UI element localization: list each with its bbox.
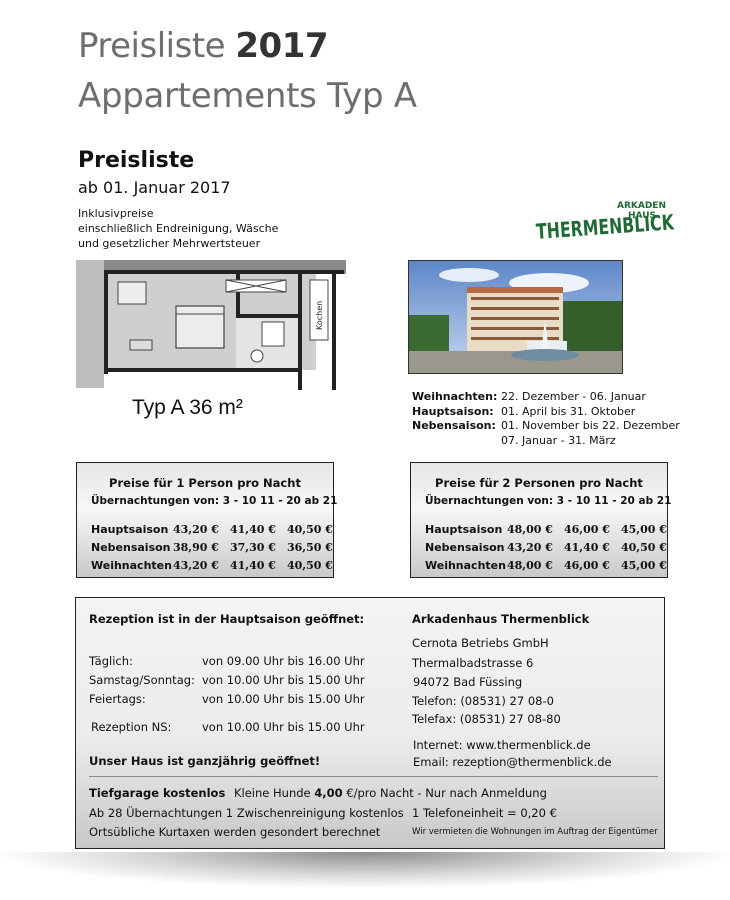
contact-name: Arkadenhaus Thermenblick [412, 612, 590, 626]
price-value: 41,40 € [230, 523, 276, 536]
logo-brand: THERMENBLICK [535, 207, 682, 244]
season-dates: 01. April bis 31. Oktober [501, 404, 636, 418]
garage-note: Tiefgarage kostenlos [89, 786, 226, 800]
price-value: 45,00 € [621, 523, 667, 536]
price-row-label: Nebensaison [91, 541, 171, 554]
season-row [412, 405, 680, 420]
season-dates: 07. Januar - 31. März [501, 433, 616, 447]
price-value: 43,20 € [173, 559, 219, 572]
floorplan-label: Typ A 36 m² [132, 396, 243, 419]
hotel-photo [408, 260, 623, 374]
price-value: 37,30 € [230, 541, 276, 554]
reception-time: von 09.00 Uhr bis 16.00 Uhr [202, 654, 365, 668]
price-value: 41,40 € [564, 541, 610, 554]
reception-title: Rezeption ist in der Hauptsaison geöffnet: [89, 612, 365, 626]
reception-time: von 10.00 Uhr bis 15.00 Uhr [202, 673, 365, 687]
price-table-1-person [76, 462, 338, 578]
price-row-label: Hauptsaison [91, 523, 169, 536]
price-value: 45,00 € [621, 559, 667, 572]
season-row [412, 390, 680, 405]
season-list [412, 390, 680, 448]
reception-day: Täglich: [89, 654, 133, 668]
price-row-label: Hauptsaison [425, 523, 503, 536]
price-row-label: Weihnachten [91, 559, 172, 572]
arkadenhaus-logo [532, 198, 682, 246]
floorplan-room-label: Kochen [315, 300, 324, 330]
page-shadow [0, 852, 730, 888]
price-value: 46,00 € [564, 523, 610, 536]
floorplan-image [76, 260, 346, 390]
price-value: 43,20 € [507, 541, 553, 554]
open-all-year-note: Unser Haus ist ganzjährig geöffnet! [89, 754, 321, 768]
reception-day: Rezeption NS: [91, 720, 172, 734]
price-row [91, 559, 344, 572]
price-value: 48,00 € [507, 559, 553, 572]
dogs-price: 4,00 [314, 786, 343, 800]
price-table-2-persons [410, 462, 672, 578]
season-dates: 01. November bis 22. Dezember [501, 419, 680, 432]
price-value: 40,50 € [287, 523, 333, 536]
price-row-label: Weihnachten [425, 559, 506, 572]
price-row [425, 559, 678, 572]
reception-day: Samstag/Sonntag: [89, 673, 195, 687]
contact-company: Cernota Betriebs GmbH [412, 636, 549, 650]
price-value: 40,50 € [287, 559, 333, 572]
logo-line1: ARKADEN [617, 201, 666, 211]
title-text: Preisliste [78, 26, 226, 66]
inclusive-line: und gesetzlicher Mehrwertsteuer [78, 237, 261, 250]
reception-time: von 10.00 Uhr bis 15.00 Uhr [202, 720, 365, 734]
kurtax-note: Ortsübliche Kurtaxen werden gesondert berechnet [89, 825, 381, 839]
price-table-title: Preise für 1 Person pro Nacht [109, 476, 301, 490]
price-table-nights-header: Übernachtungen von: 3 - 10 11 - 20 ab 21 [425, 495, 672, 507]
price-table-title: Preise für 2 Personen pro Nacht [435, 476, 643, 490]
reception-time: von 10.00 Uhr bis 15.00 Uhr [202, 692, 365, 706]
contact-email-link[interactable]: Email: rezeption@thermenblick.de [413, 755, 612, 769]
inclusive-note [78, 206, 278, 251]
price-value: 40,50 € [621, 541, 667, 554]
price-value: 46,00 € [564, 559, 610, 572]
page-subtitle: Appartements Typ A [78, 76, 417, 116]
price-value: 38,90 € [173, 541, 219, 554]
season-row [412, 434, 680, 449]
price-row [91, 523, 344, 536]
season-dates: 22. Dezember - 06. Januar [501, 390, 646, 403]
info-box [75, 597, 665, 849]
inclusive-line: Inklusivpreise [78, 207, 154, 220]
page-title [78, 26, 328, 66]
season-name: Weihnachten: [412, 390, 498, 403]
cleaning-note: Ab 28 Übernachtungen 1 Zwischenreinigung kostenlos [89, 806, 404, 820]
logo-line2: HAUS [627, 211, 656, 221]
divider [89, 776, 658, 777]
reception-day: Feiertags: [89, 692, 146, 706]
price-row [425, 523, 678, 536]
season-name: Hauptsaison: [412, 404, 494, 418]
contact-fax: Telefax: (08531) 27 08-80 [412, 712, 561, 726]
price-value: 41,40 € [230, 559, 276, 572]
contact-city: 94072 Bad Füssing [413, 675, 523, 689]
price-value: 43,20 € [173, 523, 219, 536]
title-year: 2017 [235, 26, 329, 66]
price-table-nights-header: Übernachtungen von: 3 - 10 11 - 20 ab 21 [91, 495, 338, 507]
price-value: 48,00 € [507, 523, 553, 536]
owner-note: Wir vermieten die Wohnungen im Auftrag der Eigentümer [412, 827, 658, 837]
price-row-label: Nebensaison [425, 541, 505, 554]
price-value: 36,50 € [287, 541, 333, 554]
pricelist-valid-from: ab 01. Januar 2017 [78, 178, 231, 197]
phone-unit-note: 1 Telefoneinheit = 0,20 € [412, 806, 557, 820]
contact-website-link[interactable]: Internet: www.thermenblick.de [413, 738, 591, 752]
dogs-note [234, 786, 547, 800]
inclusive-line: einschließlich Endreinigung, Wäsche [78, 222, 279, 235]
contact-phone: Telefon: (08531) 27 08-0 [412, 694, 554, 708]
dogs-note-post: €/pro Nacht - Nur nach Anmeldung [342, 786, 547, 800]
price-row [91, 541, 344, 554]
dogs-note-pre: Kleine Hunde [234, 786, 315, 800]
season-row [412, 419, 680, 434]
price-row [425, 541, 678, 554]
season-name: Nebensaison: [412, 419, 496, 432]
contact-street: Thermalbadstrasse 6 [412, 656, 534, 670]
pricelist-heading: Preisliste [78, 148, 195, 173]
